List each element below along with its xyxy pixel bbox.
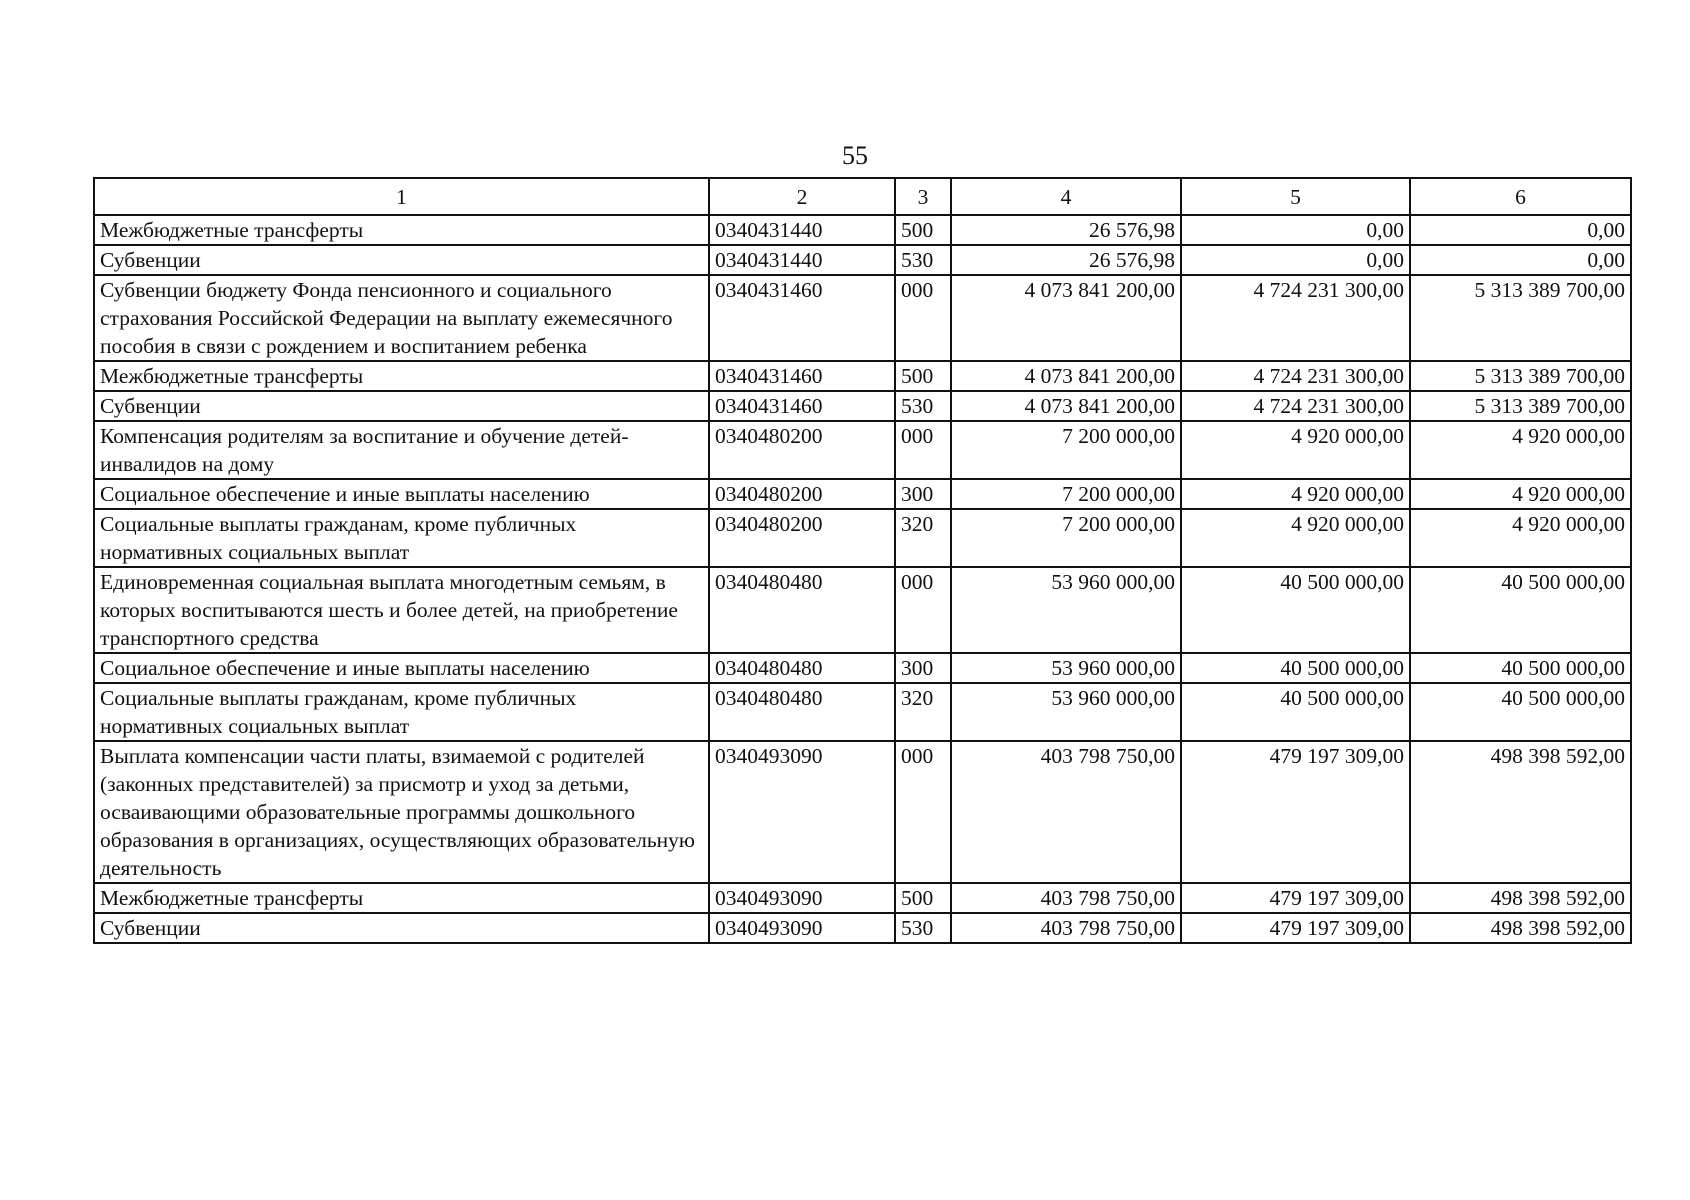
amount-col6-cell: 0,00: [1410, 245, 1631, 275]
target-code-cell: 0340431440: [709, 245, 895, 275]
expense-type-cell: 530: [895, 391, 951, 421]
amount-col4-cell: 4 073 841 200,00: [951, 361, 1181, 391]
amount-col4-cell: 4 073 841 200,00: [951, 391, 1181, 421]
column-header-2: 2: [709, 178, 895, 215]
row-name-cell: Социальное обеспечение и иные выплаты населению: [94, 653, 709, 683]
table-row: [94, 479, 1631, 509]
amount-col6-cell: 4 920 000,00: [1410, 421, 1631, 479]
amount-col5-cell: 4 724 231 300,00: [1181, 275, 1410, 361]
amount-col5-cell: 4 920 000,00: [1181, 479, 1410, 509]
row-name-cell: Социальные выплаты гражданам, кроме публичных нормативных социальных выплат: [94, 683, 709, 741]
amount-col4-cell: 7 200 000,00: [951, 479, 1181, 509]
target-code-cell: 0340431460: [709, 391, 895, 421]
expense-type-cell: 500: [895, 215, 951, 245]
table-row: [94, 509, 1631, 567]
amount-col4-cell: 403 798 750,00: [951, 913, 1181, 943]
expense-type-cell: 500: [895, 883, 951, 913]
page-number: 55: [842, 141, 868, 170]
row-name-cell: Межбюджетные трансферты: [94, 215, 709, 245]
row-name-cell: Компенсация родителям за воспитание и обучение детей-инвалидов на дому: [94, 421, 709, 479]
row-name-cell: Единовременная социальная выплата многодетным семьям, в которых воспитываются шесть и более детей, на приобретение транспортного средства: [94, 567, 709, 653]
target-code-cell: 0340431460: [709, 361, 895, 391]
target-code-cell: 0340431440: [709, 215, 895, 245]
target-code-cell: 0340493090: [709, 913, 895, 943]
target-code-cell: 0340480200: [709, 509, 895, 567]
table-row: [94, 653, 1631, 683]
amount-col5-cell: 479 197 309,00: [1181, 741, 1410, 883]
target-code-cell: 0340480480: [709, 653, 895, 683]
amount-col5-cell: 4 920 000,00: [1181, 421, 1410, 479]
expense-type-cell: 000: [895, 741, 951, 883]
amount-col5-cell: 40 500 000,00: [1181, 653, 1410, 683]
table-row: [94, 361, 1631, 391]
amount-col4-cell: 26 576,98: [951, 215, 1181, 245]
table-body: [94, 215, 1631, 943]
expense-type-cell: 000: [895, 567, 951, 653]
row-name-cell: Субвенции: [94, 245, 709, 275]
budget-table: [93, 177, 1632, 944]
table-row: [94, 567, 1631, 653]
target-code-cell: 0340480480: [709, 567, 895, 653]
expense-type-cell: 000: [895, 275, 951, 361]
target-code-cell: 0340480200: [709, 479, 895, 509]
amount-col6-cell: 40 500 000,00: [1410, 653, 1631, 683]
amount-col5-cell: 40 500 000,00: [1181, 567, 1410, 653]
amount-col5-cell: 479 197 309,00: [1181, 913, 1410, 943]
amount-col6-cell: 40 500 000,00: [1410, 683, 1631, 741]
amount-col4-cell: 53 960 000,00: [951, 683, 1181, 741]
row-name-cell: Субвенции: [94, 913, 709, 943]
amount-col5-cell: 4 724 231 300,00: [1181, 361, 1410, 391]
expense-type-cell: 320: [895, 509, 951, 567]
column-header-1: 1: [94, 178, 709, 215]
amount-col5-cell: 0,00: [1181, 245, 1410, 275]
amount-col4-cell: 53 960 000,00: [951, 653, 1181, 683]
amount-col5-cell: 40 500 000,00: [1181, 683, 1410, 741]
amount-col6-cell: 498 398 592,00: [1410, 741, 1631, 883]
target-code-cell: 0340493090: [709, 883, 895, 913]
table-row: [94, 275, 1631, 361]
table-row: [94, 421, 1631, 479]
target-code-cell: 0340480200: [709, 421, 895, 479]
amount-col6-cell: 4 920 000,00: [1410, 509, 1631, 567]
row-name-cell: Выплата компенсации части платы, взимаемой с родителей (законных представителей) за присмотр и уход за детьми, осваивающими образовательные программы дошкольного образования в организациях, осуществляющих образовательную деятельность: [94, 741, 709, 883]
row-name-cell: Субвенции: [94, 391, 709, 421]
column-header-3: 3: [895, 178, 951, 215]
table-row: [94, 245, 1631, 275]
table-row: [94, 391, 1631, 421]
amount-col4-cell: 7 200 000,00: [951, 421, 1181, 479]
amount-col5-cell: 4 920 000,00: [1181, 509, 1410, 567]
expense-type-cell: 500: [895, 361, 951, 391]
amount-col6-cell: 5 313 389 700,00: [1410, 361, 1631, 391]
target-code-cell: 0340431460: [709, 275, 895, 361]
amount-col6-cell: 40 500 000,00: [1410, 567, 1631, 653]
table-row: [94, 913, 1631, 943]
table-row: [94, 215, 1631, 245]
row-name-cell: Межбюджетные трансферты: [94, 883, 709, 913]
amount-col6-cell: 0,00: [1410, 215, 1631, 245]
row-name-cell: Межбюджетные трансферты: [94, 361, 709, 391]
expense-type-cell: 530: [895, 245, 951, 275]
amount-col4-cell: 53 960 000,00: [951, 567, 1181, 653]
table-row: [94, 741, 1631, 883]
amount-col4-cell: 4 073 841 200,00: [951, 275, 1181, 361]
column-header-4: 4: [951, 178, 1181, 215]
table-row: [94, 883, 1631, 913]
column-header-6: 6: [1410, 178, 1631, 215]
expense-type-cell: 300: [895, 653, 951, 683]
expense-type-cell: 530: [895, 913, 951, 943]
amount-col6-cell: 5 313 389 700,00: [1410, 275, 1631, 361]
table-header: [94, 178, 1631, 215]
amount-col6-cell: 498 398 592,00: [1410, 883, 1631, 913]
row-name-cell: Субвенции бюджету Фонда пенсионного и социального страхования Российской Федерации на выплату ежемесячного пособия в связи с рождением и воспитанием ребенка: [94, 275, 709, 361]
amount-col4-cell: 403 798 750,00: [951, 741, 1181, 883]
header-row: [94, 178, 1631, 215]
table-row: [94, 683, 1631, 741]
target-code-cell: 0340480480: [709, 683, 895, 741]
column-header-5: 5: [1181, 178, 1410, 215]
expense-type-cell: 300: [895, 479, 951, 509]
amount-col6-cell: 498 398 592,00: [1410, 913, 1631, 943]
amount-col4-cell: 26 576,98: [951, 245, 1181, 275]
amount-col4-cell: 7 200 000,00: [951, 509, 1181, 567]
amount-col5-cell: 479 197 309,00: [1181, 883, 1410, 913]
expense-type-cell: 320: [895, 683, 951, 741]
amount-col4-cell: 403 798 750,00: [951, 883, 1181, 913]
amount-col5-cell: 0,00: [1181, 215, 1410, 245]
amount-col6-cell: 4 920 000,00: [1410, 479, 1631, 509]
amount-col6-cell: 5 313 389 700,00: [1410, 391, 1631, 421]
target-code-cell: 0340493090: [709, 741, 895, 883]
amount-col5-cell: 4 724 231 300,00: [1181, 391, 1410, 421]
row-name-cell: Социальные выплаты гражданам, кроме публичных нормативных социальных выплат: [94, 509, 709, 567]
expense-type-cell: 000: [895, 421, 951, 479]
row-name-cell: Социальное обеспечение и иные выплаты населению: [94, 479, 709, 509]
